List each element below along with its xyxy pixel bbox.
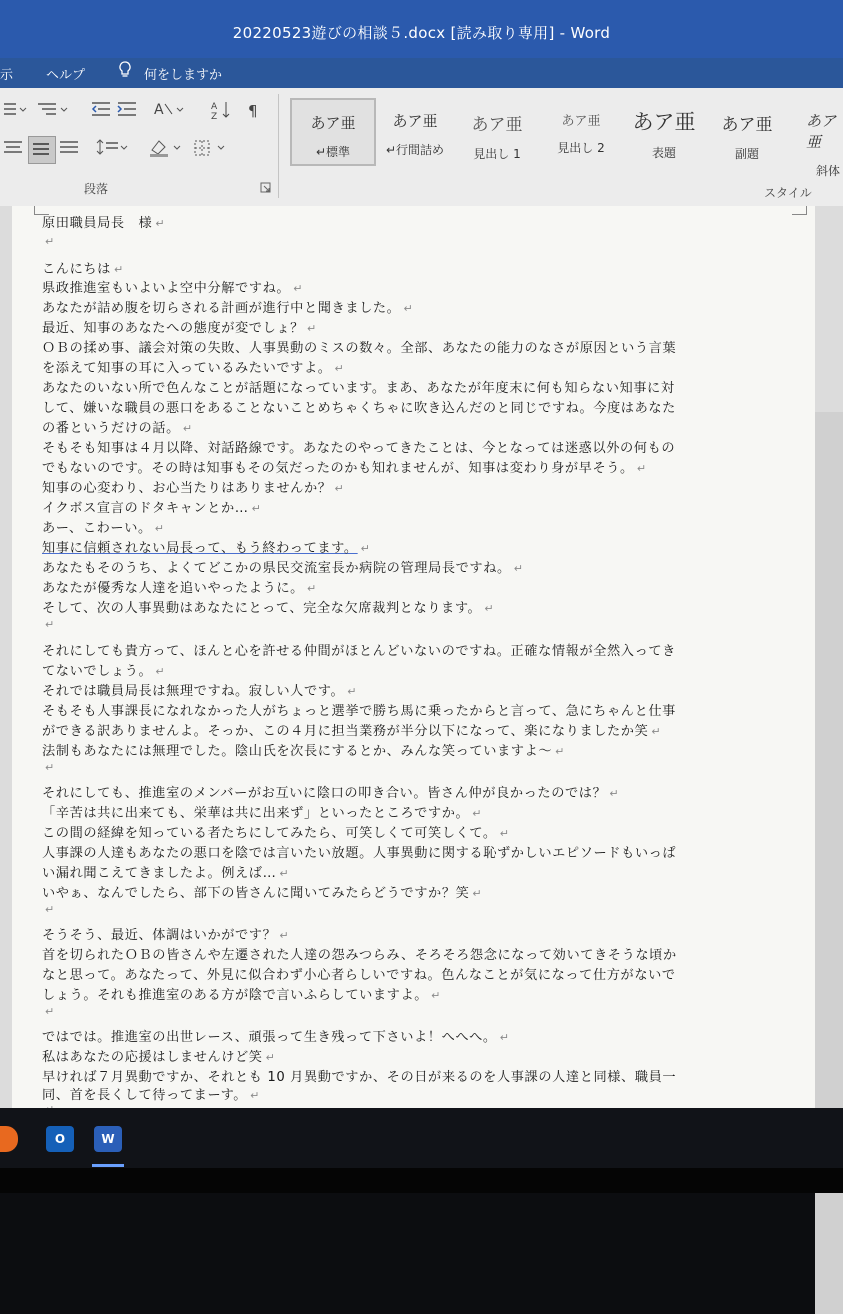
style-normal[interactable] [290,98,376,166]
style-name: 表題 [651,146,676,160]
text-line: 原田職員局長 様 ↵ [42,216,166,231]
text-line: 「辛苦は共に出来ても、栄華は共に出来ず」といったところですか。 ↵ [42,806,483,821]
sort-icon[interactable] [210,100,234,122]
style-name: 見出し 2 [557,141,605,155]
line-spacing-icon[interactable] [96,138,130,160]
increase-indent-icon[interactable] [116,100,138,122]
text-line: ↵ [45,618,55,631]
style-heading-2[interactable] [540,98,622,162]
text-line: い漏れ聞こえてきましたよ。例えば… ↵ [42,866,290,881]
lightbulb-icon [118,61,132,83]
title-bar [0,0,843,58]
text-line: それにしても貴方って、ほんと心を許せる仲間がほとんどいないのですね。正確な情報が全然入ってき [42,644,676,659]
text-line: を添えて知事の耳に入っているみたいですよ。 ↵ [42,361,345,376]
text-line: それでは職員局長は無理ですね。寂しい人です。 ↵ [42,684,358,699]
text-line: あなたのいない所で色んなことが話題になっています。まあ、あなたが年度末に何も知らない知事に対 [42,381,675,396]
text-line: そうそう、最近、体調はいかがです？ ↵ [42,928,290,943]
text-line: いやぁ、なんでしたら、部下の皆さんに聞いてみたらどうですか？笑 ↵ [42,886,483,901]
text-line: 県政推進室もいよいよ空中分解ですね。 ↵ [42,281,304,296]
align-center-icon[interactable] [0,138,24,160]
style-preview: あア亜 [392,112,438,130]
text-line: 私はあなたの応援はしませんけど笑 ↵ [42,1050,276,1065]
style-emphasis[interactable] [792,98,843,178]
borders-icon[interactable] [192,138,228,160]
style-no-spacing[interactable] [374,98,456,162]
style-preview: あア亜 [721,115,773,135]
menu-item-help[interactable]: ヘルプ [46,68,86,83]
text-line: 知事に信頼されない局長って、もう終わってます。 ↵ [42,541,371,556]
svg-text:A: A [211,102,218,112]
outlook-icon[interactable]: O [46,1126,74,1152]
asian-layout-icon[interactable] [152,100,186,122]
document-area [0,206,843,1108]
document-page[interactable] [12,206,815,1108]
paragraph-group-label: 段落 [84,182,109,196]
ribbon [0,88,843,207]
text-line: ではでは。推進室の出世レース、頑張って生き残って下さいよ！へへへ。 ↵ [42,1030,510,1045]
text-line: それにしても、推進室のメンバーがお互いに陰口の叩き合い。皆さん仲が良かったのでは？ ↵ [42,786,620,801]
text-line: この間の経緯を知っている者たちにしてみたら、可笑しくて可笑しくて。 ↵ [42,826,510,841]
text-line: ↵ [45,903,55,916]
text-line: 人事課の人達もあなたの悪口を陰では言いたい放題。人事異動に関する恥ずかしいエピソードもいっぱ [42,846,677,861]
text-line: ↵ [45,235,55,248]
style-name: ↵標準 [315,145,351,159]
style-name: 見出し 1 [473,147,521,161]
window-title: 20220523遊びの相談５.docx [読み取り専用] - Word [232,24,611,42]
margin-marker [792,206,807,215]
text-line: でもないのです。その時は知事もその気だったのかも知れませんが、知事は変わり身が早そう。 ↵ [42,461,647,476]
style-title[interactable] [622,98,706,162]
group-divider [278,94,279,198]
styles-group-label: スタイル [764,186,812,200]
style-heading-1[interactable] [456,98,538,162]
multilevel-list-icon[interactable] [36,100,70,122]
tell-me-search[interactable]: 何をしますか [144,68,223,83]
screen-bezel [0,1168,843,1193]
shading-icon[interactable] [148,138,184,160]
text-line: 法制もあなたには無理でした。陰山氏を次長にするとか、みんな笑っていますよ～ ↵ [42,744,565,759]
menu-item-view[interactable]: 示 [0,68,14,83]
text-line: そして、次の人事異動はあなたにとって、完全な欠席裁判となります。 ↵ [42,601,495,616]
menu-bar [0,58,843,88]
svg-text:A: A [154,102,164,118]
text-line: そもそも知事は４月以降、対話路線です。あなたのやってきたことは、今となっては迷惑以外の何もの [42,441,676,456]
style-preview: あア亜 [471,115,523,135]
style-preview: あア亜 [561,114,601,129]
text-line: イクボス宣言のドタキャンとか… ↵ [42,501,262,516]
text-line: こんにちは ↵ [42,262,124,277]
show-marks-icon[interactable] [246,100,264,122]
distributed-icon[interactable] [58,138,82,160]
text-line: あなたが優秀な人達を追いやったように。 ↵ [42,581,317,596]
justify-button[interactable] [28,136,56,164]
paragraph-dialog-launcher-icon[interactable] [260,182,272,204]
style-preview: あア亜 [806,112,837,151]
text-line: しょう。それも推進室のある方が陰で言いふらしていますよ。 ↵ [42,988,441,1003]
text-line: 首を切られたＯＢの皆さんや左遷された人達の怨みつらみ、そろそろ怨念になって効いてきそうな頃か [42,948,677,963]
text-line: ができる訳ありませんよ。そっか、この４月に担当業務が半分以下になって、楽になりましたか笑 ↵ [42,724,662,739]
text-line: 知事の心変わり、お心当たりはありませんか？ ↵ [42,481,345,496]
style-name: ↵行間詰め [385,143,445,157]
text-line: てないでしょう。 ↵ [42,664,166,679]
style-name: 副題 [734,147,759,161]
text-line: の番というだけの話。 ↵ [42,421,193,436]
text-line: あなたが詰め腹を切らされる計画が進行中と聞きました。 ↵ [42,301,414,316]
style-preview: あア亜 [310,114,356,132]
text-line: あなたもそのうち、よくてどこかの県民交流室長か病院の管理局長ですね。 ↵ [42,561,524,576]
svg-text:Z: Z [211,112,218,122]
firefox-icon[interactable] [0,1126,18,1152]
text-line: あー、こわーい。 ↵ [42,521,165,536]
style-name: 斜体 [816,164,841,178]
style-preview: あア亜 [632,110,696,134]
text-line: ↵ [45,761,55,774]
text-line: 最近、知事のあなたへの態度が変でしょ？ ↵ [42,321,317,336]
bullets-icon[interactable] [0,100,26,122]
word-icon[interactable]: W [94,1126,122,1152]
text-line: して、嫌いな職員の悪口をあることないことめちゃくちゃに吹き込んだのと同じですね。今度はあなた [42,401,676,416]
text-line: 同、首を長くして待ってまーす。 ↵ [42,1088,260,1103]
text-line: ↵ [45,1005,55,1018]
text-line: なと思って。あなたって、外見に似合わず小心者らしいですね。色んなことが気になって仕方がないで [42,968,676,983]
active-app-indicator [92,1164,124,1167]
text-line: そもそも人事課長になれなかった人がちょっと選挙で勝ち馬に乗ったからと言って、急にちゃんと仕事 [42,704,676,719]
text-line: ＯＢの揉め事、議会対策の失敗、人事異動のミスの数々。全部、あなたの能力のなさが原因という言葉 [42,341,677,356]
decrease-indent-icon[interactable] [90,100,112,122]
text-line: 早ければ７月異動ですか、それとも 10 月異動ですか、その日が来るのを人事課の人達と同様、職員一 [42,1070,677,1085]
style-subtitle[interactable] [706,98,788,162]
svg-text:¶: ¶ [248,102,258,120]
taskbar [0,1108,843,1168]
